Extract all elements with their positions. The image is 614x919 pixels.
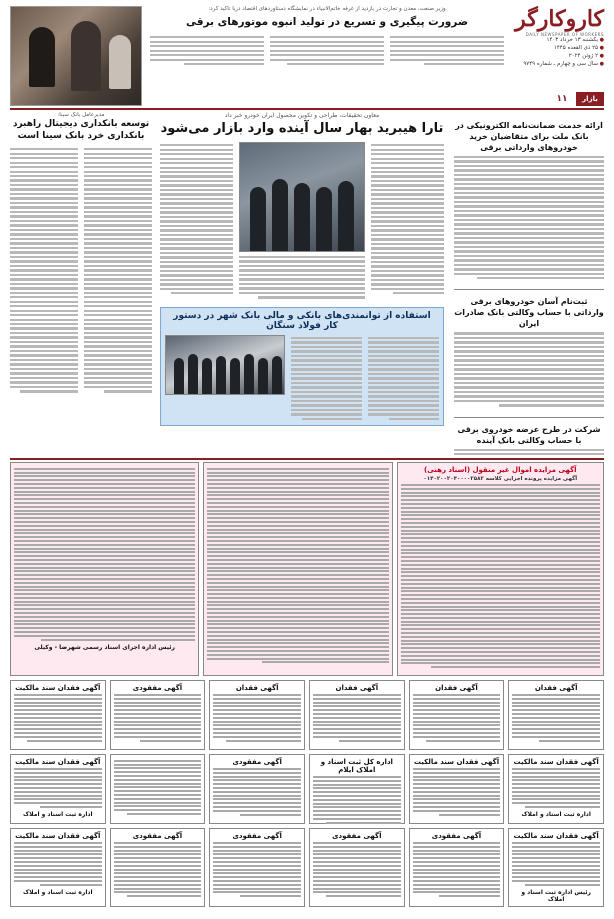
lost-item-notice-2 <box>209 754 305 824</box>
left-column <box>10 112 152 395</box>
deed-loss-notice-2-title: آگهی فقدان سند مالکیت <box>513 758 599 766</box>
lost-item-notice-1-title: آگهی مفقودی <box>132 684 183 692</box>
loss-notice-2 <box>409 680 505 750</box>
lost-item-notice-2-title: آگهی مفقودی <box>232 758 282 766</box>
deed-loss-notice-4 <box>10 754 106 824</box>
auction-notice-title: آگهی مزایده اموال غیر منقول (اسناد رهنی) <box>424 466 577 474</box>
lost-item-notice-5 <box>209 828 305 907</box>
deed-loss-notice-2 <box>508 754 604 824</box>
main-story-body-right <box>371 142 444 301</box>
story-saderat-title: ثبت‌نام آسان خودروهای برقی وارداتی با حساب وکالتی بانک صادرات ایران <box>454 297 604 329</box>
loss-notice-2-title: آگهی فقدان <box>435 684 478 692</box>
issue-hijri-date: ● ۲۵ ذی القعده ۱۴۴۵ <box>512 44 604 52</box>
deed-loss-notice-4-signature: اداره ثبت اسناد و املاک <box>23 810 93 818</box>
masthead <box>10 6 604 106</box>
deed-loss-notice-6 <box>10 828 106 907</box>
classified-rule <box>10 458 604 460</box>
main-story-kicker: معاون تحقیقات، طراحی و تکوین محصول ایران خودرو خبر داد <box>224 112 380 119</box>
sina-bank-kicker: مدیرعامل بانک سینا: <box>57 112 105 118</box>
lost-item-notice-3-title: آگهی مفقودی <box>431 832 482 840</box>
newspaper-logo: کاروکارگر <box>515 6 604 32</box>
loss-notice-3-title: آگهی فقدان <box>335 684 379 692</box>
story-saderat <box>454 296 604 406</box>
deed-loss-notice-2-signature: اداره ثبت اسناد و املاک <box>521 810 591 818</box>
classifieds-section <box>10 462 604 911</box>
lost-item-notice-1 <box>110 680 206 750</box>
deed-loss-notice-4-title: آگهی فقدان سند مالکیت <box>15 758 101 766</box>
story-mellat-title: ارائه خدمت ضمانت‌نامه الکترونیکی در بانک ملت برای متقاضیان خرید خودروهای وارداتی برقی <box>455 121 603 152</box>
deed-loss-notice-5-title: آگهی فقدان سند مالکیت <box>513 832 599 840</box>
top-story-body <box>150 34 504 67</box>
page-number: ۱۱ <box>556 94 568 104</box>
section-tag: بازار <box>576 92 604 106</box>
loss-notice-1-title: آگهی فقدان <box>534 684 578 692</box>
main-story-body-left <box>160 142 233 301</box>
deed-loss-notice-1 <box>10 680 106 750</box>
auction-notice-end <box>10 462 199 676</box>
top-story-kicker: وزیر صنعت، معدن و تجارت در بازدید از غرفه خاتم‌الانبیاء در نمایشگاه دستاوردهای اقتصاد دریا تاکید کرد: <box>208 6 446 12</box>
top-story-headline: ضرورت پیگیری و تسریع در تولید انبوه موتورهای برقی <box>186 16 468 28</box>
issue-number: ● سال سی و چهارم ـ شماره ۹۷۴۹ <box>512 60 604 68</box>
auction-notice-continued <box>203 462 392 676</box>
ilam-registry-title: اداره کل ثبت اسناد و املاک ایلام <box>320 758 393 774</box>
lost-item-notice-6 <box>110 828 206 907</box>
deed-loss-notice-1-title: آگهی فقدان سند مالکیت <box>15 684 101 692</box>
issue-gregorian-date: ● ۲ ژوئن ۲۰۲۴ <box>512 52 604 60</box>
deed-loss-notice-6-title: آگهی فقدان سند مالکیت <box>15 832 101 840</box>
shahr-bank-headline: استفاده از توانمندی‌های بانکی و مالی بانک شهر در دستور کار فولاد سنگان <box>173 310 431 331</box>
loss-notice-1 <box>508 680 604 750</box>
deed-loss-notice-5 <box>508 828 604 907</box>
shahr-bank-story <box>160 307 444 426</box>
lost-item-notice-4-title: آگهی مفقودی <box>332 832 382 840</box>
lost-item-notice-4 <box>309 828 405 907</box>
header-rule <box>10 108 604 110</box>
loss-notice-3 <box>309 680 405 750</box>
auction-notice-subtitle: آگهی مزایده پرونده اجرایی کلاسه ۰۱۴۰۲۰۰۲۰۴۰۰۰۰۲۵۸۲ <box>423 476 578 482</box>
story-mellat <box>454 120 604 279</box>
ilam-registry-notice <box>309 754 405 824</box>
main-story-photo <box>239 142 365 252</box>
shahr-bank-photo <box>165 335 285 395</box>
auction-signature: رئیس اداره اجرای اسناد رسمی شهرضا - وکیلی <box>34 643 175 651</box>
deed-loss-notice-3 <box>409 754 505 824</box>
main-story-headline: تارا هیبرید بهار سال آینده وارد بازار می‌شود <box>160 121 444 136</box>
loss-notice-4 <box>209 680 305 750</box>
lost-item-notice-5-title: آگهی مفقودی <box>232 832 282 840</box>
issue-meta <box>512 36 604 68</box>
right-column <box>454 120 604 488</box>
lost-item-notice-3 <box>409 828 505 907</box>
top-story-photo <box>10 6 142 106</box>
sina-bank-headline: توسعه بانکداری دیجیتال راهبرد بانکداری خرد بانک سینا است <box>12 119 150 141</box>
loss-notice-4-title: آگهی فقدان <box>235 684 279 692</box>
issue-date: ● یکشنبه ۱۳ خرداد ۱۴۰۳ <box>512 36 604 44</box>
deed-loss-notice-3-title: آگهی فقدان سند مالکیت <box>413 758 500 766</box>
logo-subtitle: DAILY NEWSPAPER OF WORKERS <box>525 32 604 37</box>
main-story <box>160 112 444 426</box>
top-story <box>150 6 504 67</box>
story-ayandeh-title: شرکت در طرح عرضه خودروی برقی با حساب وکالتی بانک آینده <box>457 424 601 445</box>
deed-loss-notice-6-signature: اداره ثبت اسناد و املاک <box>23 888 93 896</box>
lost-item-notice-6-title: آگهی مفقودی <box>132 832 183 840</box>
auction-notice <box>397 462 604 676</box>
notice-untitled <box>110 754 206 824</box>
deed-loss-notice-5-signature: رئیس اداره ثبت اسناد و املاک <box>521 888 592 903</box>
